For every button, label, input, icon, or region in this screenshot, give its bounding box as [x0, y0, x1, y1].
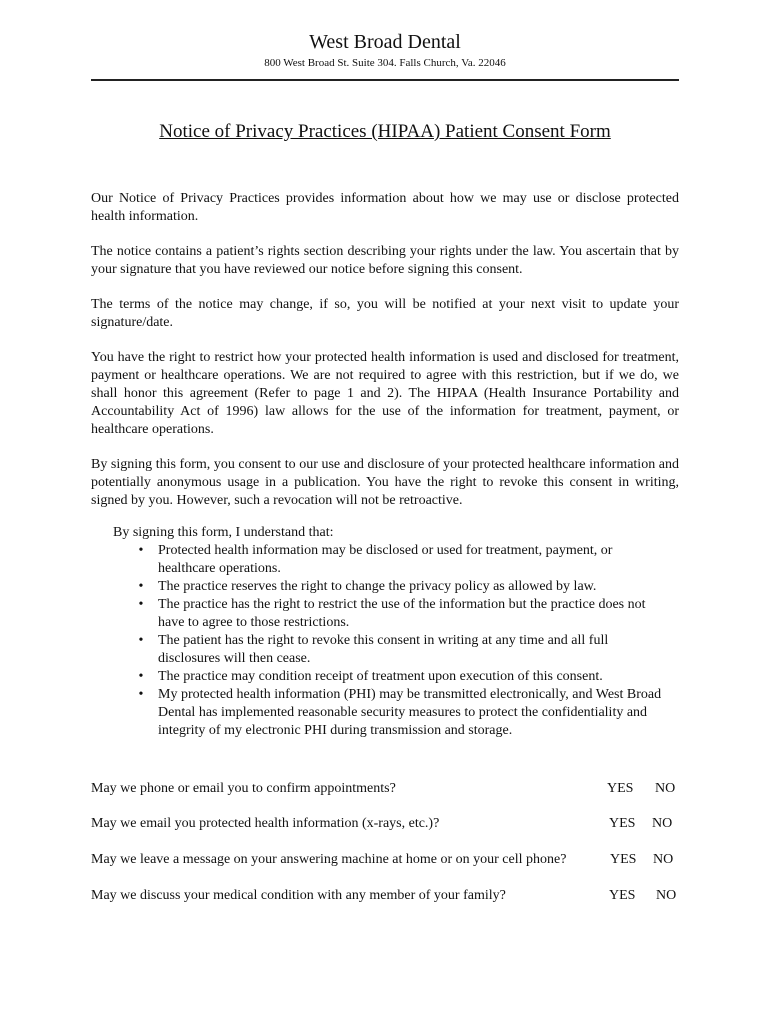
question-discuss-family	[91, 886, 679, 906]
yes-option[interactable]: YES	[609, 816, 636, 831]
question-text: May we phone or email you to confirm appointments?	[91, 781, 396, 796]
form-body	[91, 190, 679, 740]
question-email-phi	[91, 814, 679, 834]
list-item	[138, 542, 679, 578]
question-text: May we discuss your medical condition with any member of your family?	[91, 888, 506, 903]
practice-name: West Broad Dental	[309, 31, 461, 53]
no-option[interactable]: NO	[656, 888, 677, 903]
paragraph-consent: By signing this form, you consent to our use and disclosure of your protected healthcare information and potentially anonymous usage in a publication. You have the right to revoke this consent in writing, signed by you. However, such a revocation will not be retroactive.	[91, 457, 679, 508]
yes-option[interactable]: YES	[607, 781, 634, 796]
paragraph-terms-change: The terms of the notice may change, if so, you will be notified at your next visit to update your signature/date.	[91, 297, 679, 330]
no-option[interactable]: NO	[653, 852, 674, 867]
form-title: Notice of Privacy Practices (HIPAA) Patient Consent Form	[159, 121, 611, 142]
letterhead	[0, 30, 770, 70]
list-item	[138, 632, 679, 668]
bullet-icon: •	[138, 597, 144, 612]
list-item-text: The practice may condition receipt of treatment upon execution of this consent.	[158, 669, 603, 684]
bullet-icon: •	[138, 669, 144, 684]
list-item-text: My protected health information (PHI) may be transmitted electronically, and West Broad Dental has implemented reasonable security measures to protect the confidentiality and integrity of my electronic PHI during transmission and storage.	[158, 687, 662, 738]
list-item	[138, 578, 679, 596]
yes-option[interactable]: YES	[609, 888, 636, 903]
paragraph-patient-rights: The notice contains a patient’s rights section describing your rights under the law. You ascertain that by your signature that you have reviewed our notice before signing this consent.	[91, 244, 679, 277]
list-item-text: The practice reserves the right to change the privacy policy as allowed by law.	[158, 579, 597, 594]
bullet-icon: •	[138, 687, 144, 702]
no-option[interactable]: NO	[652, 816, 673, 831]
list-item	[138, 596, 679, 632]
paragraph-notice-intro: Our Notice of Privacy Practices provides information about how we may use or disclose protected health information.	[91, 191, 679, 224]
list-item-text: Protected health information may be disclosed or used for treatment, payment, or healthcare operations.	[158, 543, 613, 576]
understand-intro: By signing this form, I understand that:	[113, 525, 334, 540]
practice-address: 800 West Broad St. Suite 304. Falls Church, Va. 22046	[264, 57, 506, 69]
list-item-text: The patient has the right to revoke this consent in writing at any time and all full disclosures will then cease.	[158, 633, 609, 666]
question-appointment-confirm	[91, 779, 679, 799]
question-leave-message	[91, 850, 679, 870]
question-text: May we email you protected health information (x-rays, etc.)?	[91, 816, 440, 831]
list-item	[138, 686, 679, 740]
list-item	[138, 668, 679, 686]
no-option[interactable]: NO	[655, 781, 676, 796]
bullet-icon: •	[138, 543, 144, 558]
header-divider	[91, 79, 679, 81]
bullet-icon: •	[138, 579, 144, 594]
list-item-text: The practice has the right to restrict the use of the information but the practice does not have to agree to those restrictions.	[158, 597, 646, 630]
bullet-icon: •	[138, 633, 144, 648]
yes-option[interactable]: YES	[610, 852, 637, 867]
paragraph-right-to-restrict: You have the right to restrict how your protected health information is used and disclosed for treatment, payment or healthcare operations. We are not required to agree with this restriction, but if we do, we shall honor this agreement (Refer to page 1 and 2). The HIPAA (Health Insurance Portability and Accountability Act of 1996) law allows for the use of the information for treatment, payment, or healthcare operations.	[91, 350, 679, 437]
understanding-list	[91, 542, 679, 740]
question-text: May we leave a message on your answering machine at home or on your cell phone?	[91, 852, 567, 867]
